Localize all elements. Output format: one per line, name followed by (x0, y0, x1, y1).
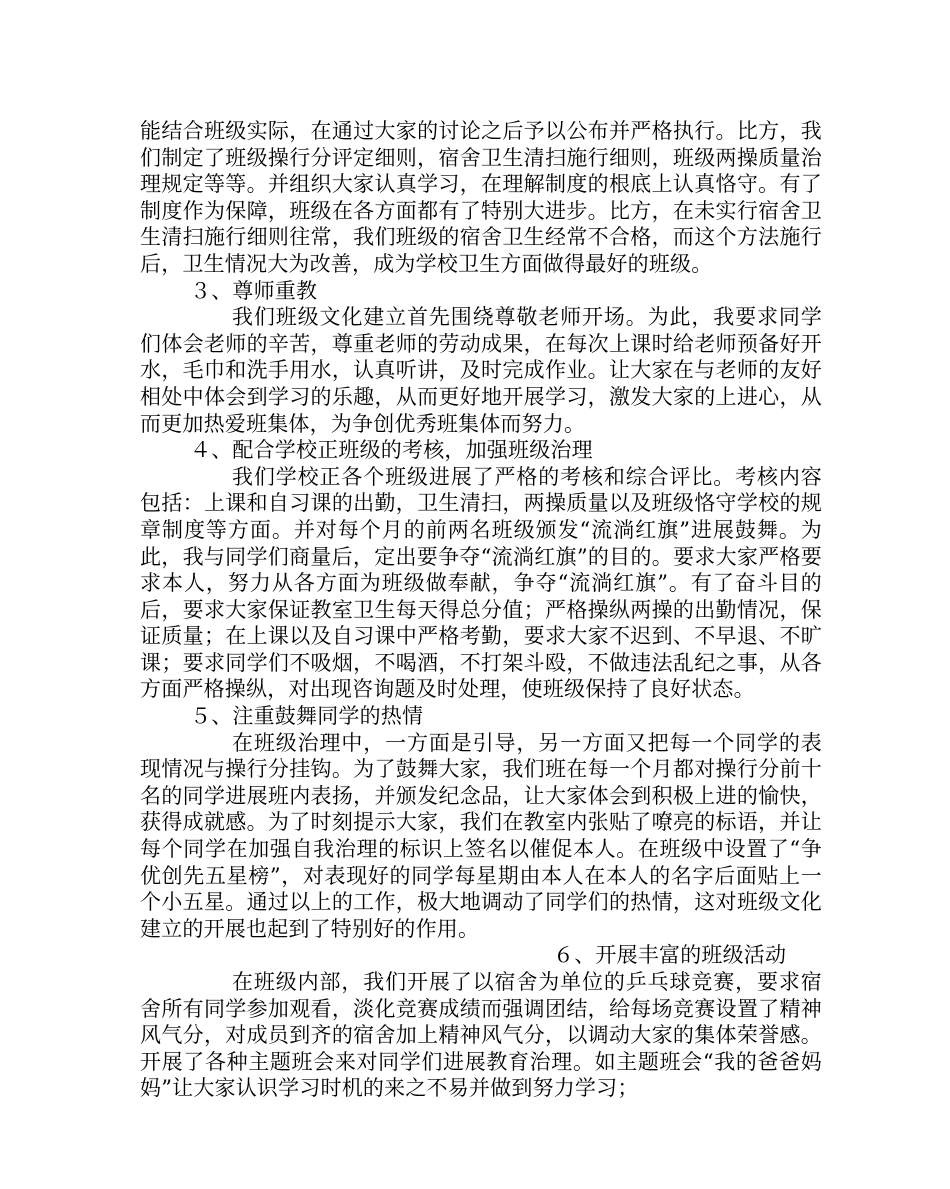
paragraph-respect-teachers: 我们班级文化建立首先围绕尊敬老师开场。为此，我要求同学们体会老师的辛苦，尊重老师的劳动成果，在每次上课时给老师预备好开水，毛巾和洗手用水，认真听讲，及时完成作业。让大家在与老师的友好相处中体会到学习的乐趣，从而更好地开展学习，激发大家的上进心，从而更加热爱班集体，为争创优秀班集体而努力。 (140, 305, 822, 436)
paragraph-school-assessment: 我们学校正各个班级进展了严格的考核和综合评比。考核内容包括：上课和自习课的出勤，卫生清扫，两操质量以及班级恪守学校的规章制度等方面。并对每个月的前两名班级颁发“流淌红旗”进展鼓舞。为此，我与同学们商量后，定出要争夺“流淌红旗”的目的。要求大家严格要求本人，努力从各方面为班级做奉献，争夺“流淌红旗”。有了奋斗目的后，要求大家保证教室卫生每天得总分值；严格操纵两操的出勤情况，保证质量；在上课以及自习课中严格考勤，要求大家不迟到、不早退、不旷课；要求同学们不吸烟，不喝酒，不打架斗殴，不做违法乱纪之事，从各方面严格操纵，对出现咨询题及时处理，使班级保持了良好状态。 (140, 464, 822, 702)
heading-school-assessment: ４、配合学校正班级的考核，加强班级治理 (190, 438, 593, 463)
paragraph-encourage-enthusiasm: 在班级治理中，一方面是引导，另一方面又把每一个同学的表现情况与操行分挂钩。为了鼓舞大家，我们班在每一个月都对操行分前十名的同学进展班内表扬，并颁发纪念品，让大家体会到积极上进的愉快，获得成就感。为了时刻提示大家，我们在教室内张贴了嘹亮的标语，并让每个同学在加强自我治理的标识上签名以催促本人。在班级中设置了“争优创先五星榜”，对表现好的同学每星期由本人在本人的名字后面贴上一个小五星。通过以上的工作，极大地调动了同学们的热情，这对班级文化建立的开展也起到了特别好的作用。 (140, 730, 822, 941)
heading-encourage-enthusiasm: ５、注重鼓舞同学的热情 (190, 704, 424, 729)
heading-class-activities: ６、开展丰富的班级活动 (553, 943, 787, 968)
paragraph-class-activities: 在班级内部，我们开展了以宿舍为单位的乒乓球竞赛，要求宿舍所有同学参加观看，淡化竞赛成绩而强调团结，给每场竞赛设置了精神风气分，对成员到齐的宿舍加上精神风气分，以调动大家的集体荣誉感。开展了各种主题班会来对同学们进展教育治理。如主题班会“我的爸爸妈妈”让大家认识学习时机的来之不易并做到努力学习； (140, 970, 822, 1101)
document-body (140, 118, 822, 1102)
paragraph-class-rules: 能结合班级实际，在通过大家的讨论之后予以公布并严格执行。比方，我们制定了班级操行分评定细则，宿舍卫生清扫施行细则，班级两操质量治理规定等等。并组织大家认真学习，在理解制度的根底上认真恪守。有了制度作为保障，班级在各方面都有了特别大进步。比方，在未实行宿舍卫生清扫施行细则往常，我们班级的宿舍卫生经常不合格，而这个方法施行后，卫生情况大为改善，成为学校卫生方面做得最好的班级。 (140, 119, 822, 276)
heading-respect-teachers: ３、尊师重教 (190, 278, 318, 303)
